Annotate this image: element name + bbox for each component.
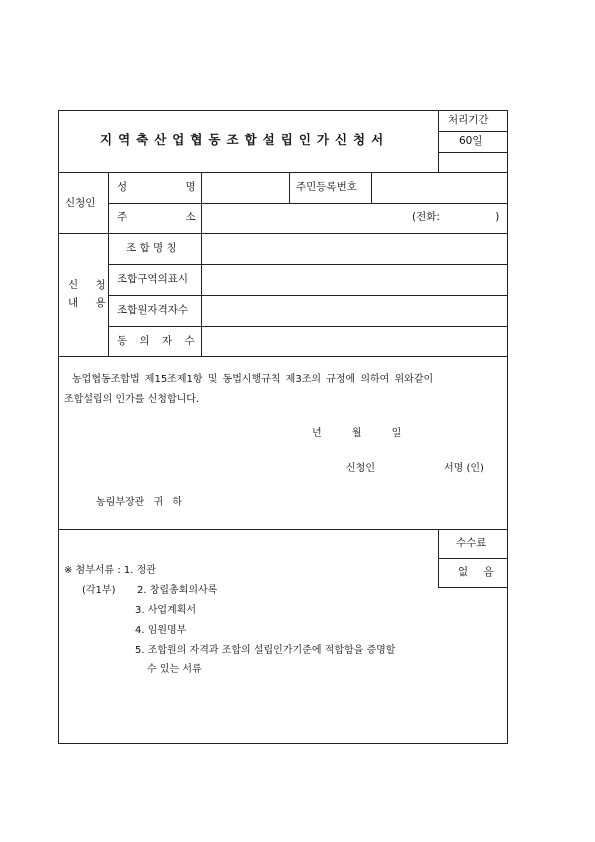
- applicant-mid-rule: [108, 203, 508, 204]
- application-section-label-2: 내 용: [68, 297, 106, 309]
- application-section-label-1: 신 청: [68, 279, 106, 291]
- declaration-line-2: 조합설립의 인가를 신청합니다.: [64, 394, 200, 405]
- declaration-bottom-rule: [58, 529, 508, 530]
- header-bottom-rule: [58, 172, 508, 173]
- attachments-heading: ※ 첨부서류 : 1. 정관: [64, 565, 156, 576]
- form-title: 지역축산업협동조합설립인가신청서: [100, 132, 390, 147]
- attachment-item-3: 3. 사업계획서: [135, 605, 197, 616]
- declaration-line-1: 농업협동조합법 제15조제1항 및 동법시행규칙 제3조의 규정에 의하여 위와같이: [72, 374, 434, 385]
- application-row-rule-3: [108, 326, 508, 327]
- union-name-label: 조 합 명 칭: [126, 242, 177, 254]
- attachment-item-5: 5. 조합원의 자격과 조합의 설립인가기준에 적합함을 증명할: [135, 645, 396, 656]
- attachment-item-2: 2. 창립총회의사록: [137, 585, 218, 596]
- attachments-each-copy: (각1부): [82, 585, 116, 596]
- form-border-right: [507, 110, 508, 744]
- addressee-line: 농림부장관 귀 하: [96, 497, 182, 508]
- resident-label-right-rule: [371, 172, 372, 203]
- fee-box-bottom-rule: [438, 587, 508, 588]
- application-bottom-rule: [58, 356, 508, 357]
- form-border-top: [58, 110, 508, 111]
- union-area-label: 조합구역의표시: [117, 273, 189, 285]
- applicant-section-label: 신청인: [65, 197, 96, 209]
- applicant-bottom-rule: [58, 233, 508, 234]
- resident-number-label: 주민등록번호: [296, 181, 357, 193]
- phone-label: (전화: ): [412, 211, 500, 223]
- processing-value-rule: [438, 152, 508, 153]
- attachment-item-5-cont: 수 있는 서류: [147, 664, 202, 675]
- application-row-rule-1: [108, 264, 508, 265]
- applicant-sign-label: 신청인: [346, 463, 375, 474]
- signature-label: 서명 (인): [444, 463, 484, 474]
- processing-label-rule: [438, 131, 508, 132]
- form-border-bottom: [58, 743, 508, 744]
- address-label: 주 소: [117, 211, 196, 223]
- form-border-left: [58, 110, 59, 744]
- processing-period-label: 처리기간: [448, 114, 489, 126]
- date-line: 년 월 일: [312, 428, 402, 439]
- fee-value: 없 음: [458, 566, 494, 578]
- processing-box-divider: [438, 110, 439, 173]
- consenters-count-label: 동 의 자 수: [117, 335, 195, 347]
- name-value-rule: [201, 172, 202, 234]
- fee-box-mid-rule: [438, 558, 508, 559]
- attachment-item-4: 4. 임원명부: [135, 625, 187, 636]
- application-row-rule-2: [108, 295, 508, 296]
- fee-label: 수수료: [456, 537, 487, 549]
- processing-period-value: 60일: [459, 135, 483, 147]
- eligible-members-label: 조합원자격자수: [117, 304, 189, 316]
- resident-label-left-rule: [289, 172, 290, 203]
- name-label: 성 명: [117, 181, 196, 193]
